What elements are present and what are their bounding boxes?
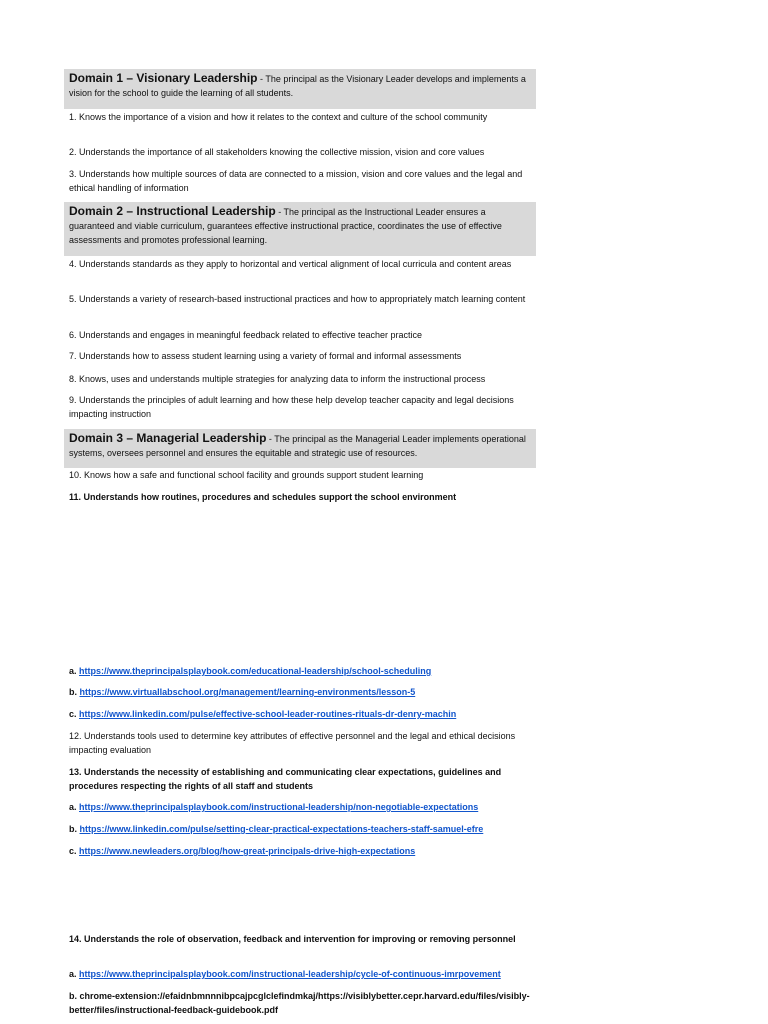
link-prefix: b. [69, 824, 80, 834]
domain-2-header [64, 202, 536, 256]
domain-3-description: - The principal as the Managerial Leader implements operational systems, oversees personnel and ensures the equitable and strategic use of resources. [69, 434, 526, 458]
standard-item-13: 13. Understands the necessity of establishing and communicating clear expectations, guidelines and procedures respecting the rights of all staff and students [69, 767, 502, 791]
domain-1-title: Domain 1 – Visionary Leadership [69, 71, 258, 85]
link-prefix: b. [69, 687, 80, 697]
resource-link[interactable]: https://www.linkedin.com/pulse/setting-clear-practical-expectations-teachers-staff-samuel-efre [79, 824, 484, 834]
standard-item-7: 7. Understands how to assess student learning using a variety of formal and informal assessments [69, 351, 462, 361]
domain-3-title: Domain 3 – Managerial Leadership [69, 431, 267, 445]
standard-item-11: 11. Understands how routines, procedures and schedules support the school environment [69, 492, 457, 502]
domain-2-title: Domain 2 – Instructional Leadership [69, 204, 276, 218]
standard-item-12: 12. Understands tools used to determine key attributes of effective personnel and the legal and ethical decisions impacting evaluation [69, 731, 516, 755]
domain-3-header [64, 429, 536, 468]
standard-item-10: 10. Knows how a safe and functional school facility and grounds support student learning [69, 470, 424, 480]
resource-link[interactable]: https://www.theprincipalsplaybook.com/educational-leadership/school-scheduling [79, 666, 432, 676]
domain-1-header [64, 69, 536, 109]
standard-item-2: 2. Understands the importance of all stakeholders knowing the collective mission, vision and core values [69, 147, 485, 157]
item-11-link-c [69, 707, 531, 721]
standard-item-14: 14. Understands the role of observation, feedback and intervention for improving or removing personnel [69, 934, 516, 944]
item-11-link-a [69, 664, 531, 678]
item-11-link-b [69, 685, 531, 699]
resource-link[interactable]: https://www.virtuallabschool.org/management/learning-environments/lesson-5 [79, 687, 416, 697]
standard-item-4: 4. Understands standards as they apply to horizontal and vertical alignment of local curricula and content areas [69, 259, 512, 269]
link-prefix: a. [69, 802, 80, 812]
standard-item-3: 3. Understands how multiple sources of data are connected to a mission, vision and core values and the legal and ethical handling of information [69, 169, 523, 193]
link-prefix: c. [69, 846, 80, 856]
item-13-link-b [69, 822, 531, 836]
item-14-link-a [69, 967, 531, 981]
domain-1-description: - The principal as the Visionary Leader develops and implements a vision for the school to guide the learning of all students. [69, 74, 526, 98]
link-prefix: a. [69, 969, 80, 979]
standard-item-6: 6. Understands and engages in meaningful feedback related to effective teacher practice [69, 330, 423, 340]
item-13-link-a [69, 800, 531, 814]
link-prefix: c. [69, 709, 80, 719]
domain-2-description: - The principal as the Instructional Leader ensures a guaranteed and viable curriculum, guarantees effective instructional practice, coordinates the use of effective assessments and promotes professional learning. [69, 207, 502, 245]
standard-item-9: 9. Understands the principles of adult learning and how these help develop teacher capacity and legal decisions impacting instruction [69, 395, 514, 419]
item-14-link-b: b. chrome-extension://efaidnbmnnnibpcajpcglclefindmkaj/https://visiblybetter.cepr.harvard.edu/files/visibly-better/files/instructional-feedback-guidebook.pdf [69, 991, 530, 1015]
resource-link[interactable]: https://www.linkedin.com/pulse/effective-school-leader-routines-rituals-dr-denry-machin [79, 709, 457, 719]
item-13-link-c [69, 844, 531, 858]
standard-item-5: 5. Understands a variety of research-based instructional practices and how to appropriately match learning content [69, 294, 526, 304]
standard-item-1: 1. Knows the importance of a vision and how it relates to the context and culture of the school community [69, 112, 488, 122]
link-prefix: a. [69, 666, 80, 676]
resource-link[interactable]: https://www.theprincipalsplaybook.com/instructional-leadership/non-negotiable-expectations [79, 802, 479, 812]
standard-item-8: 8. Knows, uses and understands multiple strategies for analyzing data to inform the instructional process [69, 374, 486, 384]
resource-link[interactable]: https://www.newleaders.org/blog/how-great-principals-drive-high-expectations [79, 846, 416, 856]
resource-link[interactable]: https://www.theprincipalsplaybook.com/instructional-leadership/cycle-of-continuous-imrpovement [79, 969, 501, 979]
